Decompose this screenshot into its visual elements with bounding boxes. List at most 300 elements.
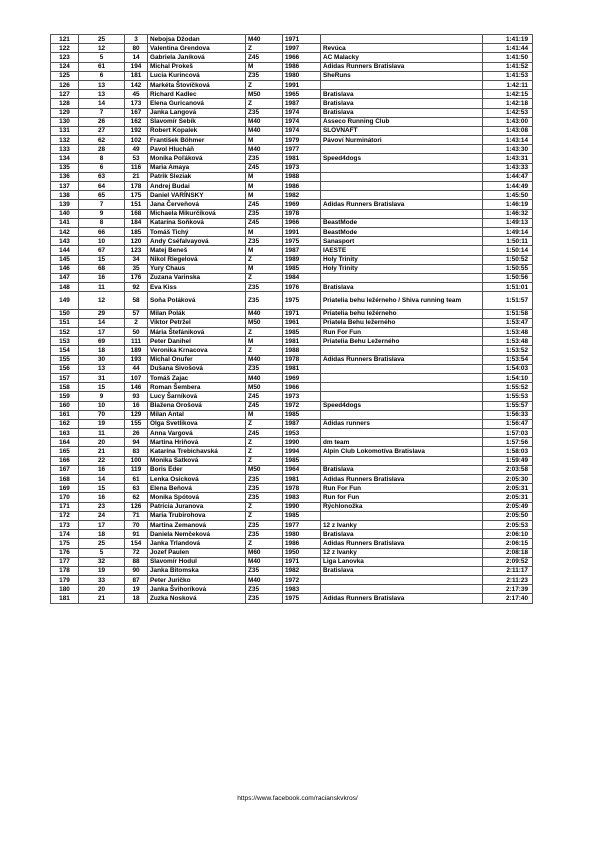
table-row xyxy=(51,548,533,557)
table-row xyxy=(51,594,533,603)
finish-time-cell: 2:11:17 xyxy=(483,566,533,575)
category-rank-cell: 9 xyxy=(79,209,125,218)
finish-time-cell: 1:55:52 xyxy=(483,383,533,392)
birth-year-cell: 1986 xyxy=(283,182,321,191)
category-rank-cell: 26 xyxy=(79,117,125,126)
bib-number-cell: 93 xyxy=(125,392,148,401)
birth-year-cell: 1988 xyxy=(283,172,321,181)
club-cell: Rýchlonožka xyxy=(321,502,483,511)
table-row xyxy=(51,246,533,255)
category-rank-cell: 18 xyxy=(79,530,125,539)
category-rank-cell: 67 xyxy=(79,246,125,255)
finish-time-cell: 1:51:58 xyxy=(483,309,533,318)
category-cell: M xyxy=(246,264,283,273)
category-cell: Z xyxy=(246,456,283,465)
bib-number-cell: 80 xyxy=(125,44,148,53)
results-table xyxy=(50,34,533,604)
table-row xyxy=(51,117,533,126)
birth-year-cell: 1976 xyxy=(283,283,321,292)
finish-time-cell: 1:50:11 xyxy=(483,237,533,246)
bib-number-cell: 2 xyxy=(125,318,148,327)
category-rank-cell: 14 xyxy=(79,475,125,484)
runner-name-cell: Andrej Budai xyxy=(148,182,246,191)
table-row xyxy=(51,585,533,594)
overall-rank-cell: 140 xyxy=(51,209,79,218)
finish-time-cell: 1:42:11 xyxy=(483,80,533,89)
category-cell: M xyxy=(246,136,283,145)
finish-time-cell: 1:43:30 xyxy=(483,145,533,154)
table-row xyxy=(51,410,533,419)
finish-time-cell: 2:17:40 xyxy=(483,594,533,603)
bib-number-cell: 189 xyxy=(125,346,148,355)
runner-name-cell: Markéta Štovíčková xyxy=(148,80,246,89)
table-row xyxy=(51,44,533,53)
runner-name-cell: Roman Šembera xyxy=(148,383,246,392)
runner-name-cell: Jana Červeňová xyxy=(148,200,246,209)
table-row xyxy=(51,355,533,364)
category-rank-cell: 8 xyxy=(79,218,125,227)
table-row xyxy=(51,227,533,236)
overall-rank-cell: 135 xyxy=(51,163,79,172)
category-rank-cell: 7 xyxy=(79,108,125,117)
bib-number-cell: 146 xyxy=(125,383,148,392)
category-rank-cell: 16 xyxy=(79,273,125,282)
table-row xyxy=(51,484,533,493)
bib-number-cell: 176 xyxy=(125,273,148,282)
bib-number-cell: 3 xyxy=(125,35,148,44)
finish-time-cell: 2:05:31 xyxy=(483,484,533,493)
bib-number-cell: 50 xyxy=(125,328,148,337)
category-rank-cell: 12 xyxy=(79,292,125,309)
bib-number-cell: 94 xyxy=(125,438,148,447)
club-cell xyxy=(321,576,483,585)
bib-number-cell: 178 xyxy=(125,182,148,191)
table-row xyxy=(51,62,533,71)
birth-year-cell: 1966 xyxy=(283,53,321,62)
overall-rank-cell: 145 xyxy=(51,255,79,264)
club-cell: Holy Trinity xyxy=(321,255,483,264)
overall-rank-cell: 142 xyxy=(51,227,79,236)
runner-name-cell: Elena Beňová xyxy=(148,484,246,493)
category-rank-cell: 16 xyxy=(79,465,125,474)
category-cell: M50 xyxy=(246,318,283,327)
club-cell xyxy=(321,182,483,191)
club-cell: BeastMode xyxy=(321,218,483,227)
category-cell: M xyxy=(246,246,283,255)
runner-name-cell: Monika Poľáková xyxy=(148,154,246,163)
club-cell: Bratislava xyxy=(321,99,483,108)
table-row xyxy=(51,90,533,99)
table-row xyxy=(51,273,533,282)
finish-time-cell: 1:41:19 xyxy=(483,35,533,44)
category-rank-cell: 31 xyxy=(79,373,125,382)
club-cell: Sanasport xyxy=(321,237,483,246)
category-rank-cell: 13 xyxy=(79,80,125,89)
club-cell xyxy=(321,35,483,44)
finish-time-cell: 1:58:03 xyxy=(483,447,533,456)
runner-name-cell: Jozef Paulen xyxy=(148,548,246,557)
finish-time-cell: 1:42:53 xyxy=(483,108,533,117)
runner-name-cell: Peter Juričko xyxy=(148,576,246,585)
runner-name-cell: Zuzana Varinska xyxy=(148,273,246,282)
finish-time-cell: 2:06:10 xyxy=(483,530,533,539)
overall-rank-cell: 131 xyxy=(51,126,79,135)
birth-year-cell: 1982 xyxy=(283,191,321,200)
finish-time-cell: 1:59:49 xyxy=(483,456,533,465)
runner-name-cell: Valentina Grendova xyxy=(148,44,246,53)
club-cell: Run For Fun xyxy=(321,484,483,493)
category-cell: Z xyxy=(246,511,283,520)
category-cell: Z35 xyxy=(246,364,283,373)
birth-year-cell: 1985 xyxy=(283,328,321,337)
birth-year-cell: 1985 xyxy=(283,511,321,520)
finish-time-cell: 2:05:53 xyxy=(483,520,533,529)
table-row xyxy=(51,145,533,154)
overall-rank-cell: 139 xyxy=(51,200,79,209)
birth-year-cell: 1971 xyxy=(283,309,321,318)
runner-name-cell: Richard Kadlec xyxy=(148,90,246,99)
table-row xyxy=(51,172,533,181)
category-rank-cell: 7 xyxy=(79,200,125,209)
runner-name-cell: Mária Štefániková xyxy=(148,328,246,337)
category-rank-cell: 63 xyxy=(79,172,125,181)
club-cell: Adidas Runners Bratislava xyxy=(321,355,483,364)
category-cell: Z35 xyxy=(246,484,283,493)
runner-name-cell: Anna Vargová xyxy=(148,429,246,438)
finish-time-cell: 2:11:23 xyxy=(483,576,533,585)
finish-time-cell: 1:43:14 xyxy=(483,136,533,145)
finish-time-cell: 1:49:14 xyxy=(483,227,533,236)
overall-rank-cell: 176 xyxy=(51,548,79,557)
category-cell: M40 xyxy=(246,373,283,382)
bib-number-cell: 35 xyxy=(125,264,148,273)
category-cell: M40 xyxy=(246,35,283,44)
category-cell: Z35 xyxy=(246,71,283,80)
table-row xyxy=(51,576,533,585)
bib-number-cell: 91 xyxy=(125,530,148,539)
birth-year-cell: 1997 xyxy=(283,44,321,53)
overall-rank-cell: 167 xyxy=(51,465,79,474)
finish-time-cell: 1:41:44 xyxy=(483,44,533,53)
category-cell: Z45 xyxy=(246,53,283,62)
bib-number-cell: 116 xyxy=(125,163,148,172)
club-cell: Adidas Runners Bratislava xyxy=(321,594,483,603)
table-row xyxy=(51,126,533,135)
category-cell: M xyxy=(246,172,283,181)
overall-rank-cell: 128 xyxy=(51,99,79,108)
finish-time-cell: 1:53:48 xyxy=(483,337,533,346)
bib-number-cell: 192 xyxy=(125,126,148,135)
overall-rank-cell: 124 xyxy=(51,62,79,71)
table-row xyxy=(51,309,533,318)
bib-number-cell: 90 xyxy=(125,566,148,575)
runner-name-cell: Monika Spótová xyxy=(148,493,246,502)
overall-rank-cell: 166 xyxy=(51,456,79,465)
birth-year-cell: 1973 xyxy=(283,392,321,401)
club-cell xyxy=(321,163,483,172)
category-cell: M40 xyxy=(246,309,283,318)
category-rank-cell: 14 xyxy=(79,99,125,108)
category-rank-cell: 69 xyxy=(79,337,125,346)
category-rank-cell: 28 xyxy=(79,145,125,154)
category-cell: Z45 xyxy=(246,218,283,227)
birth-year-cell: 1950 xyxy=(283,548,321,557)
runner-name-cell: František Böhmer xyxy=(148,136,246,145)
bib-number-cell: 57 xyxy=(125,309,148,318)
finish-time-cell: 2:05:50 xyxy=(483,511,533,520)
club-cell: Adidas runners xyxy=(321,419,483,428)
category-rank-cell: 17 xyxy=(79,520,125,529)
table-row xyxy=(51,200,533,209)
birth-year-cell: 1989 xyxy=(283,255,321,264)
bib-number-cell: 154 xyxy=(125,539,148,548)
table-row xyxy=(51,465,533,474)
club-cell: Alpin Club Lokomotíva Bratislava xyxy=(321,447,483,456)
finish-time-cell: 2:05:31 xyxy=(483,493,533,502)
bib-number-cell: 70 xyxy=(125,520,148,529)
overall-rank-cell: 129 xyxy=(51,108,79,117)
overall-rank-cell: 171 xyxy=(51,502,79,511)
category-rank-cell: 14 xyxy=(79,318,125,327)
birth-year-cell: 1977 xyxy=(283,145,321,154)
overall-rank-cell: 158 xyxy=(51,383,79,392)
footer-url[interactable]: https://www.facebook.com/racianskvkros/ xyxy=(237,795,358,802)
finish-time-cell: 1:41:53 xyxy=(483,71,533,80)
finish-time-cell: 1:50:14 xyxy=(483,246,533,255)
category-cell: Z xyxy=(246,346,283,355)
table-row xyxy=(51,108,533,117)
table-row xyxy=(51,264,533,273)
birth-year-cell: 1972 xyxy=(283,401,321,410)
bib-number-cell: 44 xyxy=(125,364,148,373)
overall-rank-cell: 178 xyxy=(51,566,79,575)
birth-year-cell: 1978 xyxy=(283,209,321,218)
birth-year-cell: 1965 xyxy=(283,90,321,99)
bib-number-cell: 100 xyxy=(125,456,148,465)
overall-rank-cell: 137 xyxy=(51,182,79,191)
category-cell: M40 xyxy=(246,145,283,154)
finish-time-cell: 1:53:47 xyxy=(483,318,533,327)
club-cell xyxy=(321,191,483,200)
finish-time-cell: 1:46:32 xyxy=(483,209,533,218)
birth-year-cell: 1991 xyxy=(283,80,321,89)
table-row xyxy=(51,182,533,191)
club-cell: Speed4dogs xyxy=(321,401,483,410)
category-cell: Z xyxy=(246,438,283,447)
category-cell: Z xyxy=(246,447,283,456)
finish-time-cell: 1:50:52 xyxy=(483,255,533,264)
category-rank-cell: 23 xyxy=(79,502,125,511)
club-cell: Revúca xyxy=(321,44,483,53)
overall-rank-cell: 160 xyxy=(51,401,79,410)
overall-rank-cell: 170 xyxy=(51,493,79,502)
bib-number-cell: 26 xyxy=(125,429,148,438)
finish-time-cell: 1:55:53 xyxy=(483,392,533,401)
finish-time-cell: 2:05:49 xyxy=(483,502,533,511)
birth-year-cell: 1990 xyxy=(283,438,321,447)
table-row xyxy=(51,163,533,172)
finish-time-cell: 1:56:47 xyxy=(483,419,533,428)
club-cell xyxy=(321,145,483,154)
category-cell: M xyxy=(246,337,283,346)
category-cell: Z xyxy=(246,99,283,108)
category-cell: M xyxy=(246,410,283,419)
overall-rank-cell: 181 xyxy=(51,594,79,603)
category-rank-cell: 30 xyxy=(79,355,125,364)
overall-rank-cell: 121 xyxy=(51,35,79,44)
category-cell: Z35 xyxy=(246,520,283,529)
table-row xyxy=(51,539,533,548)
overall-rank-cell: 125 xyxy=(51,71,79,80)
finish-time-cell: 1:53:52 xyxy=(483,346,533,355)
club-cell xyxy=(321,392,483,401)
club-cell: dm team xyxy=(321,438,483,447)
category-cell: Z xyxy=(246,502,283,511)
category-rank-cell: 25 xyxy=(79,35,125,44)
table-row xyxy=(51,191,533,200)
category-rank-cell: 61 xyxy=(79,62,125,71)
category-rank-cell: 70 xyxy=(79,410,125,419)
overall-rank-cell: 143 xyxy=(51,237,79,246)
bib-number-cell: 61 xyxy=(125,475,148,484)
club-cell: Priatela Behu ležerného xyxy=(321,318,483,327)
bib-number-cell: 53 xyxy=(125,154,148,163)
table-row xyxy=(51,218,533,227)
category-rank-cell: 8 xyxy=(79,154,125,163)
birth-year-cell: 1977 xyxy=(283,520,321,529)
runner-name-cell: Michal Prokeš xyxy=(148,62,246,71)
overall-rank-cell: 174 xyxy=(51,530,79,539)
club-cell xyxy=(321,585,483,594)
overall-rank-cell: 138 xyxy=(51,191,79,200)
category-cell: M50 xyxy=(246,90,283,99)
runner-name-cell: Slavomír Hodul xyxy=(148,557,246,566)
overall-rank-cell: 136 xyxy=(51,172,79,181)
category-rank-cell: 22 xyxy=(79,456,125,465)
runner-name-cell: Yury Chaus xyxy=(148,264,246,273)
bib-number-cell: 83 xyxy=(125,447,148,456)
finish-time-cell: 1:55:57 xyxy=(483,401,533,410)
bib-number-cell: 168 xyxy=(125,209,148,218)
birth-year-cell: 1981 xyxy=(283,337,321,346)
bib-number-cell: 16 xyxy=(125,401,148,410)
finish-time-cell: 2:08:18 xyxy=(483,548,533,557)
birth-year-cell: 1990 xyxy=(283,502,321,511)
bib-number-cell: 119 xyxy=(125,465,148,474)
club-cell xyxy=(321,429,483,438)
bib-number-cell: 92 xyxy=(125,283,148,292)
category-rank-cell: 13 xyxy=(79,364,125,373)
finish-time-cell: 1:57:03 xyxy=(483,429,533,438)
runner-name-cell: Daniel VARÍNSKY xyxy=(148,191,246,200)
table-row xyxy=(51,99,533,108)
finish-time-cell: 1:53:48 xyxy=(483,328,533,337)
category-rank-cell: 29 xyxy=(79,309,125,318)
finish-time-cell: 1:50:56 xyxy=(483,273,533,282)
runner-name-cell: Matej Beneš xyxy=(148,246,246,255)
category-rank-cell: 10 xyxy=(79,237,125,246)
club-cell: Asseco Running Club xyxy=(321,117,483,126)
birth-year-cell: 1969 xyxy=(283,373,321,382)
overall-rank-cell: 173 xyxy=(51,520,79,529)
table-row xyxy=(51,557,533,566)
finish-time-cell: 1:46:19 xyxy=(483,200,533,209)
runner-name-cell: Nikol Riegelová xyxy=(148,255,246,264)
category-rank-cell: 33 xyxy=(79,576,125,585)
finish-time-cell: 1:42:18 xyxy=(483,99,533,108)
overall-rank-cell: 152 xyxy=(51,328,79,337)
category-cell: Z45 xyxy=(246,401,283,410)
bib-number-cell: 194 xyxy=(125,62,148,71)
table-row xyxy=(51,511,533,520)
club-cell xyxy=(321,511,483,520)
club-cell: Priatelia behu ležérneho / Shiva running team xyxy=(321,292,483,309)
table-row xyxy=(51,566,533,575)
runner-name-cell: Blažena Orošová xyxy=(148,401,246,410)
runner-name-cell: Milan Antal xyxy=(148,410,246,419)
category-cell: Z35 xyxy=(246,209,283,218)
runner-name-cell: Veronika Krnacova xyxy=(148,346,246,355)
runner-name-cell: Gabriela Janíková xyxy=(148,53,246,62)
club-cell xyxy=(321,383,483,392)
category-rank-cell: 21 xyxy=(79,594,125,603)
finish-time-cell: 1:57:56 xyxy=(483,438,533,447)
birth-year-cell: 1986 xyxy=(283,539,321,548)
category-rank-cell: 11 xyxy=(79,429,125,438)
runner-name-cell: Patrícia Juranova xyxy=(148,502,246,511)
runner-name-cell: Milan Polák xyxy=(148,309,246,318)
table-row xyxy=(51,456,533,465)
category-cell: M xyxy=(246,182,283,191)
overall-rank-cell: 177 xyxy=(51,557,79,566)
birth-year-cell: 1983 xyxy=(283,585,321,594)
runner-name-cell: Katarína Soňková xyxy=(148,218,246,227)
runner-name-cell: Pavol Hlucháň xyxy=(148,145,246,154)
category-rank-cell: 17 xyxy=(79,328,125,337)
club-cell: 12 z Ivanky xyxy=(321,548,483,557)
category-cell: M60 xyxy=(246,548,283,557)
bib-number-cell: 175 xyxy=(125,191,148,200)
runner-name-cell: Michaela Mikurčíková xyxy=(148,209,246,218)
birth-year-cell: 1972 xyxy=(283,576,321,585)
birth-year-cell: 1980 xyxy=(283,71,321,80)
overall-rank-cell: 149 xyxy=(51,292,79,309)
birth-year-cell: 1991 xyxy=(283,227,321,236)
finish-time-cell: 1:44:49 xyxy=(483,182,533,191)
category-rank-cell: 64 xyxy=(79,182,125,191)
category-rank-cell: 68 xyxy=(79,264,125,273)
overall-rank-cell: 175 xyxy=(51,539,79,548)
club-cell: Pávoví Nurminátori xyxy=(321,136,483,145)
birth-year-cell: 1978 xyxy=(283,484,321,493)
birth-year-cell: 1987 xyxy=(283,99,321,108)
runner-name-cell: Viktor Petržel xyxy=(148,318,246,327)
bib-number-cell: 193 xyxy=(125,355,148,364)
category-rank-cell: 6 xyxy=(79,71,125,80)
finish-time-cell: 1:41:52 xyxy=(483,62,533,71)
birth-year-cell: 1953 xyxy=(283,429,321,438)
overall-rank-cell: 148 xyxy=(51,283,79,292)
bib-number-cell: 142 xyxy=(125,80,148,89)
category-cell: Z35 xyxy=(246,475,283,484)
runner-name-cell: Daniela Nemčeková xyxy=(148,530,246,539)
category-rank-cell: 24 xyxy=(79,511,125,520)
category-cell: Z xyxy=(246,44,283,53)
runner-name-cell: Elena Guricanová xyxy=(148,99,246,108)
category-rank-cell: 32 xyxy=(79,557,125,566)
finish-time-cell: 1:50:55 xyxy=(483,264,533,273)
overall-rank-cell: 159 xyxy=(51,392,79,401)
